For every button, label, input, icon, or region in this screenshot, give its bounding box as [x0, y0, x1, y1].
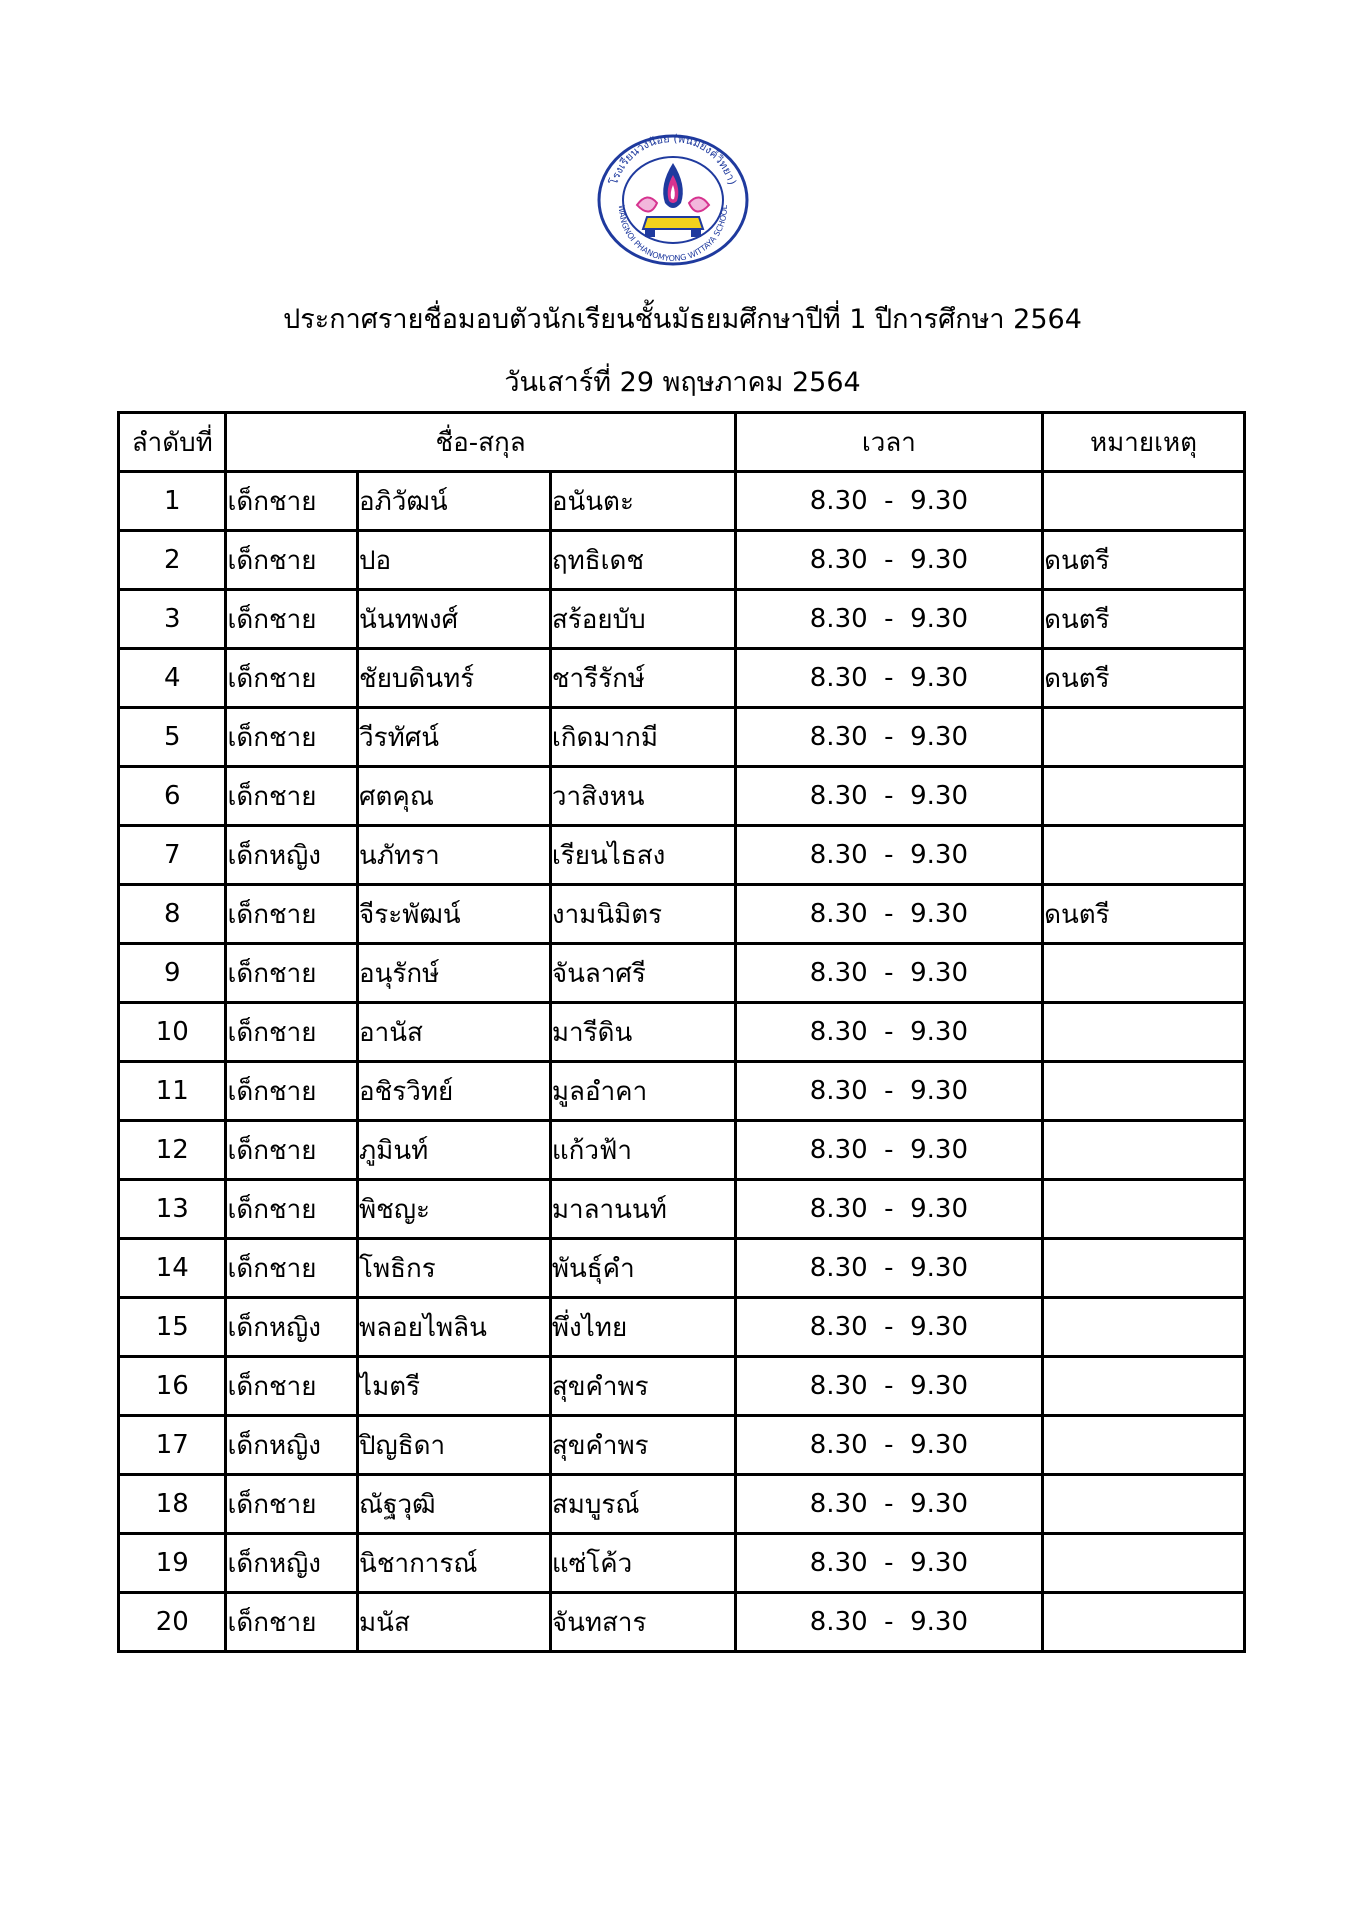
table-row [119, 1003, 1245, 1062]
first-name: นันทพงศ์ [358, 590, 551, 649]
time-slot: 8.30 - 9.30 [735, 944, 1042, 1003]
table-row [119, 649, 1245, 708]
name-prefix: เด็กชาย [226, 708, 358, 767]
time-slot: 8.30 - 9.30 [735, 649, 1042, 708]
table-row [119, 1239, 1245, 1298]
first-name: ศตคุณ [358, 767, 551, 826]
table-row [119, 590, 1245, 649]
student-roster-table [117, 411, 1246, 1653]
name-prefix: เด็กชาย [226, 1003, 358, 1062]
first-name: อานัส [358, 1003, 551, 1062]
note [1043, 826, 1245, 885]
first-name: มนัส [358, 1593, 551, 1652]
name-prefix: เด็กชาย [226, 767, 358, 826]
last-name: เกิดมากมี [550, 708, 735, 767]
name-prefix: เด็กหญิง [226, 1298, 358, 1357]
name-prefix: เด็กชาย [226, 472, 358, 531]
table-row [119, 1593, 1245, 1652]
first-name: พิชญะ [358, 1180, 551, 1239]
time-slot: 8.30 - 9.30 [735, 1003, 1042, 1062]
table-row [119, 767, 1245, 826]
column-header-order: ลำดับที่ [119, 413, 226, 472]
row-number: 17 [119, 1416, 226, 1475]
note [1043, 1180, 1245, 1239]
last-name: ฤทธิเดช [550, 531, 735, 590]
name-prefix: เด็กชาย [226, 1239, 358, 1298]
table-row [119, 885, 1245, 944]
row-number: 12 [119, 1121, 226, 1180]
school-logo-emblem [595, 133, 751, 267]
name-prefix: เด็กชาย [226, 590, 358, 649]
time-slot: 8.30 - 9.30 [735, 1180, 1042, 1239]
row-number: 2 [119, 531, 226, 590]
logo-ring-text-top: โรงเรียนวังน้อย (พนมยงค์วิทยา) [607, 133, 739, 187]
name-prefix: เด็กหญิง [226, 1534, 358, 1593]
time-slot: 8.30 - 9.30 [735, 826, 1042, 885]
note [1043, 944, 1245, 1003]
table-row [119, 1121, 1245, 1180]
note [1043, 1475, 1245, 1534]
table-row [119, 708, 1245, 767]
first-name: ปอ [358, 531, 551, 590]
name-prefix: เด็กชาย [226, 1121, 358, 1180]
time-slot: 8.30 - 9.30 [735, 590, 1042, 649]
note: ดนตรี [1043, 649, 1245, 708]
row-number: 1 [119, 472, 226, 531]
time-slot: 8.30 - 9.30 [735, 1534, 1042, 1593]
table-row [119, 826, 1245, 885]
first-name: ชัยบดินทร์ [358, 649, 551, 708]
time-slot: 8.30 - 9.30 [735, 531, 1042, 590]
table-header-row [119, 413, 1245, 472]
first-name: พลอยไพลิน [358, 1298, 551, 1357]
last-name: พันธุ์คำ [550, 1239, 735, 1298]
time-slot: 8.30 - 9.30 [735, 1239, 1042, 1298]
time-slot: 8.30 - 9.30 [735, 1121, 1042, 1180]
note [1043, 1003, 1245, 1062]
note [1043, 1534, 1245, 1593]
note: ดนตรี [1043, 531, 1245, 590]
table-row [119, 472, 1245, 531]
row-number: 3 [119, 590, 226, 649]
name-prefix: เด็กหญิง [226, 826, 358, 885]
note: ดนตรี [1043, 885, 1245, 944]
time-slot: 8.30 - 9.30 [735, 1357, 1042, 1416]
row-number: 16 [119, 1357, 226, 1416]
name-prefix: เด็กชาย [226, 1593, 358, 1652]
time-slot: 8.30 - 9.30 [735, 1475, 1042, 1534]
table-row [119, 1298, 1245, 1357]
first-name: นภัทรา [358, 826, 551, 885]
row-number: 4 [119, 649, 226, 708]
row-number: 6 [119, 767, 226, 826]
note [1043, 472, 1245, 531]
time-slot: 8.30 - 9.30 [735, 1062, 1042, 1121]
last-name: แซ่โค้ว [550, 1534, 735, 1593]
row-number: 18 [119, 1475, 226, 1534]
note [1043, 1298, 1245, 1357]
last-name: มารีดิน [550, 1003, 735, 1062]
first-name: วีรทัศน์ [358, 708, 551, 767]
note [1043, 1593, 1245, 1652]
first-name: จีระพัฒน์ [358, 885, 551, 944]
last-name: สมบูรณ์ [550, 1475, 735, 1534]
table-row [119, 1534, 1245, 1593]
name-prefix: เด็กชาย [226, 1475, 358, 1534]
first-name: ภูมินท์ [358, 1121, 551, 1180]
first-name: นิชาการณ์ [358, 1534, 551, 1593]
last-name: จันลาศรี [550, 944, 735, 1003]
time-slot: 8.30 - 9.30 [735, 767, 1042, 826]
note [1043, 1357, 1245, 1416]
row-number: 14 [119, 1239, 226, 1298]
first-name: ณัฐวุฒิ [358, 1475, 551, 1534]
column-header-note: หมายเหตุ [1043, 413, 1245, 472]
last-name: แก้วฟ้า [550, 1121, 735, 1180]
time-slot: 8.30 - 9.30 [735, 1593, 1042, 1652]
last-name: มูลอำคา [550, 1062, 735, 1121]
name-prefix: เด็กชาย [226, 944, 358, 1003]
last-name: สร้อยบับ [550, 590, 735, 649]
note [1043, 708, 1245, 767]
row-number: 19 [119, 1534, 226, 1593]
table-row [119, 1475, 1245, 1534]
note [1043, 1416, 1245, 1475]
time-slot: 8.30 - 9.30 [735, 472, 1042, 531]
row-number: 10 [119, 1003, 226, 1062]
announcement-title: ประกาศรายชื่อมอบตัวนักเรียนชั้นมัธยมศึกษาปีที่ 1 ปีการศึกษา 2564 [283, 304, 1082, 335]
first-name: โพธิกร [358, 1239, 551, 1298]
note [1043, 767, 1245, 826]
last-name: สุขคำพร [550, 1357, 735, 1416]
name-prefix: เด็กชาย [226, 531, 358, 590]
name-prefix: เด็กชาย [226, 649, 358, 708]
column-header-time: เวลา [735, 413, 1042, 472]
last-name: วาสิงหน [550, 767, 735, 826]
row-number: 9 [119, 944, 226, 1003]
name-prefix: เด็กชาย [226, 885, 358, 944]
time-slot: 8.30 - 9.30 [735, 1298, 1042, 1357]
table-row [119, 1062, 1245, 1121]
table-row [119, 531, 1245, 590]
first-name: อชิรวิทย์ [358, 1062, 551, 1121]
table-body [119, 472, 1245, 1652]
name-prefix: เด็กหญิง [226, 1416, 358, 1475]
row-number: 13 [119, 1180, 226, 1239]
announcement-date: วันเสาร์ที่ 29 พฤษภาคม 2564 [504, 367, 861, 398]
name-prefix: เด็กชาย [226, 1357, 358, 1416]
time-slot: 8.30 - 9.30 [735, 1416, 1042, 1475]
row-number: 5 [119, 708, 226, 767]
note [1043, 1121, 1245, 1180]
note: ดนตรี [1043, 590, 1245, 649]
last-name: จันทสาร [550, 1593, 735, 1652]
first-name: ปิญธิดา [358, 1416, 551, 1475]
school-logo [595, 133, 751, 267]
first-name: ไมตรี [358, 1357, 551, 1416]
table-row [119, 1416, 1245, 1475]
last-name: อนันตะ [550, 472, 735, 531]
last-name: มาลานนท์ [550, 1180, 735, 1239]
row-number: 11 [119, 1062, 226, 1121]
column-header-name: ชื่อ-สกุล [226, 413, 735, 472]
last-name: สุขคำพร [550, 1416, 735, 1475]
row-number: 15 [119, 1298, 226, 1357]
table-row [119, 1180, 1245, 1239]
first-name: อภิวัฒน์ [358, 472, 551, 531]
name-prefix: เด็กชาย [226, 1062, 358, 1121]
last-name: งามนิมิตร [550, 885, 735, 944]
name-prefix: เด็กชาย [226, 1180, 358, 1239]
logo-ring-text-bottom: WANGNOI PHANOMYONG WITTAYA SCHOOL [616, 204, 730, 264]
row-number: 20 [119, 1593, 226, 1652]
row-number: 8 [119, 885, 226, 944]
last-name: เรียนไธสง [550, 826, 735, 885]
first-name: อนุรักษ์ [358, 944, 551, 1003]
time-slot: 8.30 - 9.30 [735, 885, 1042, 944]
note [1043, 1062, 1245, 1121]
note [1043, 1239, 1245, 1298]
last-name: ชารีรักษ์ [550, 649, 735, 708]
table-row [119, 944, 1245, 1003]
table-row [119, 1357, 1245, 1416]
row-number: 7 [119, 826, 226, 885]
last-name: พึ่งไทย [550, 1298, 735, 1357]
time-slot: 8.30 - 9.30 [735, 708, 1042, 767]
